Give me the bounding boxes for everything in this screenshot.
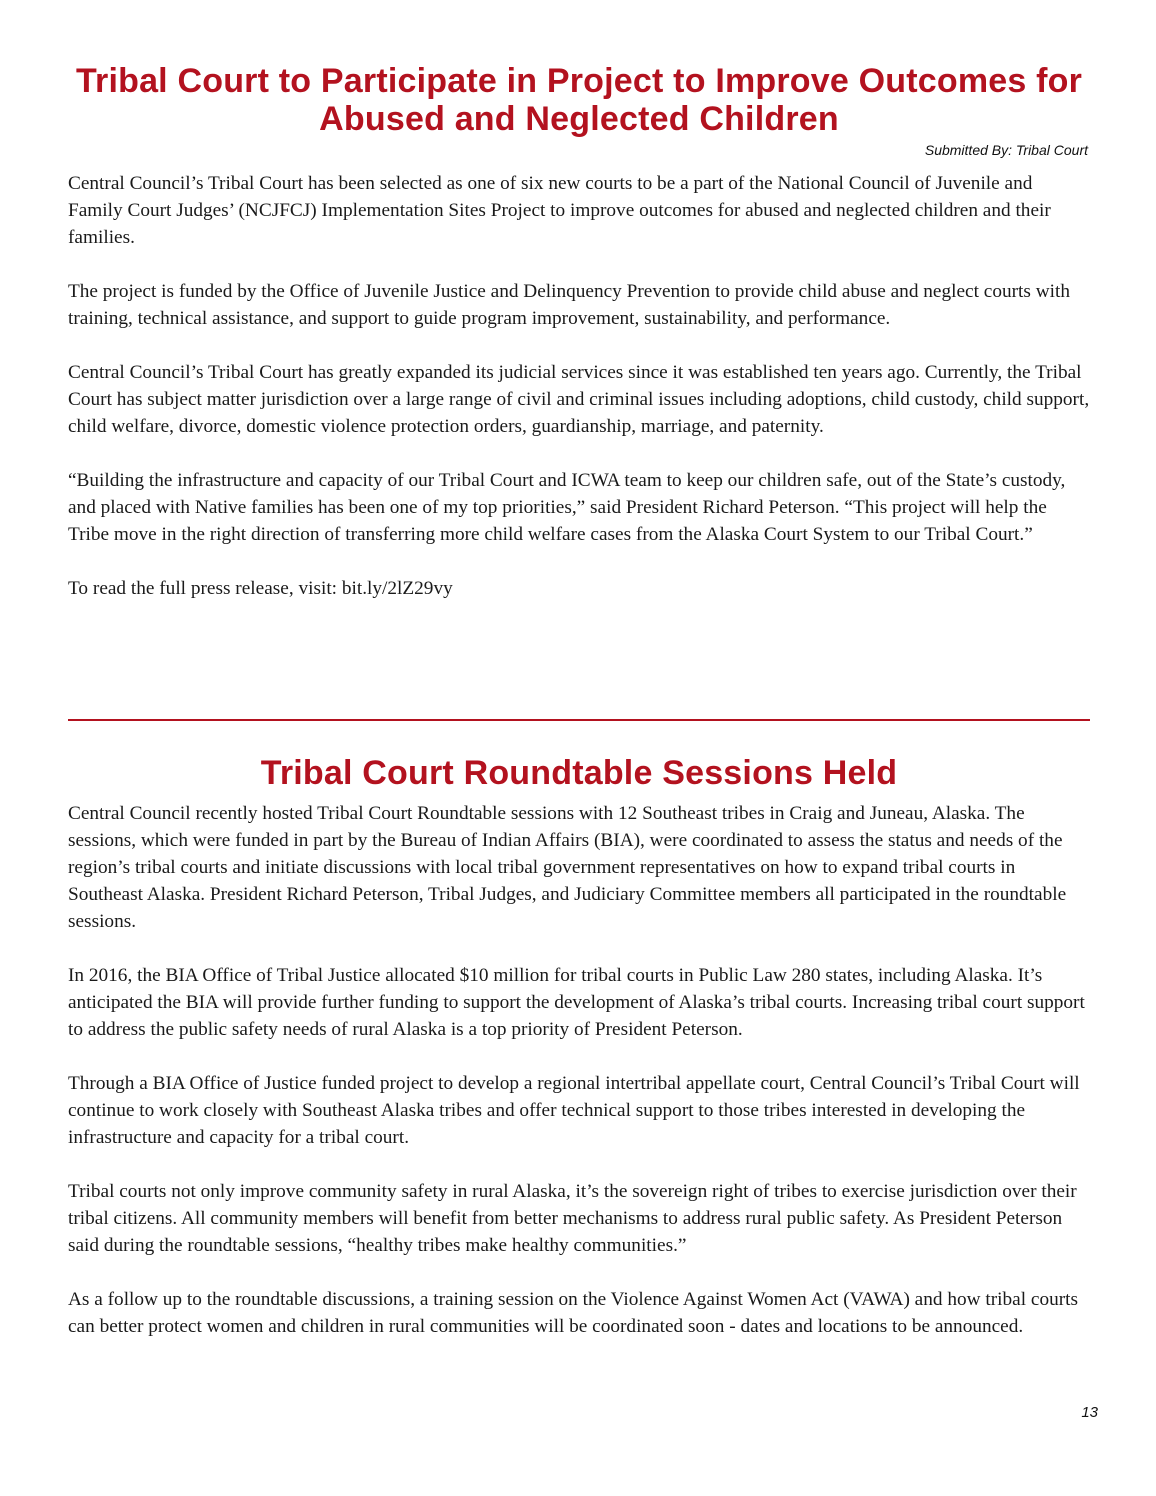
article-2-paragraph: In 2016, the BIA Office of Tribal Justice allocated $10 million for tribal courts in Public Law 280 states, including Alaska. It’s anticipated the BIA will provide further funding to support the development of Alaska’s tribal courts. Increasing tribal court support to address the public safety needs of rural Alaska is a top priority of President Peterson. (68, 965, 1085, 1040)
article-2-title: Tribal Court Roundtable Sessions Held (260, 754, 898, 792)
article-2-paragraph: Through a BIA Office of Justice funded project to develop a regional intertribal appellate court, Central Council’s Tribal Court will continue to work closely with Southeast Alaska tribes and offer technical support to those tribes interested in developing the infrastructure and capacity for a tribal court. (68, 1073, 1080, 1148)
article-1-body (68, 170, 1090, 602)
article-1-paragraph: Central Council’s Tribal Court has greatly expanded its judicial services since it was established ten years ago. Currently, the Tribal Court has subject matter jurisdiction over a large range of civil and criminal issues including adoptions, child custody, child support, child welfare, divorce, domestic violence protection orders, guardianship, marriage, and paternity. (68, 362, 1090, 437)
article-2-paragraph: As a follow up to the roundtable discussions, a training session on the Violence Against Women Act (VAWA) and how tribal courts can better protect women and children in rural communities will be coordinated soon - dates and locations to be announced. (68, 1289, 1079, 1337)
article-1-paragraph: The project is funded by the Office of Juvenile Justice and Delinquency Prevention to provide child abuse and neglect courts with training, technical assistance, and support to guide program improvement, sustainability, and performance. (68, 281, 1070, 329)
article-2-body (68, 800, 1090, 1340)
section-divider (68, 719, 1090, 721)
article-2-paragraph: Tribal courts not only improve community safety in rural Alaska, it’s the sovereign right of tribes to exercise jurisdiction over their tribal citizens. All community members will benefit from better mechanisms to address rural public safety. As President Peterson said during the roundtable sessions, “healthy tribes make healthy communities.” (68, 1181, 1077, 1256)
article-1-press-release-link: To read the full press release, visit: bit.ly/2lZ29vy (68, 578, 453, 599)
article-2-paragraph: Central Council recently hosted Tribal Court Roundtable sessions with 12 Southeast tribes in Craig and Juneau, Alaska. The sessions, which were funded in part by the Bureau of Indian Affairs (BIA), were coordinated to assess the status and needs of the region’s tribal courts and initiate discussions with local tribal government representatives on how to expand tribal courts in Southeast Alaska. President Richard Peterson, Tribal Judges, and Judiciary Committee members all participated in the roundtable sessions. (68, 803, 1067, 932)
article-1-byline: Submitted By: Tribal Court (924, 142, 1088, 158)
article-1-paragraph: “Building the infrastructure and capacity of our Tribal Court and ICWA team to keep our children safe, out of the State’s custody, and placed with Native families has been one of my top priorities,” said President Richard Peterson. “This project will help the Tribe move in the right direction of transferring more child welfare cases from the Alaska Court System to our Tribal Court.” (68, 470, 1066, 545)
article-1-paragraph: Central Council’s Tribal Court has been selected as one of six new courts to be a part of the National Council of Juvenile and Family Court Judges’ (NCJFCJ) Implementation Sites Project to improve outcomes for abused and neglected children and their families. (68, 173, 1051, 248)
page-number: 13 (1081, 1404, 1098, 1421)
article-1-title: Tribal Court to Participate in Project to Improve Outcomes for Abused and Neglected Children (75, 62, 1083, 138)
